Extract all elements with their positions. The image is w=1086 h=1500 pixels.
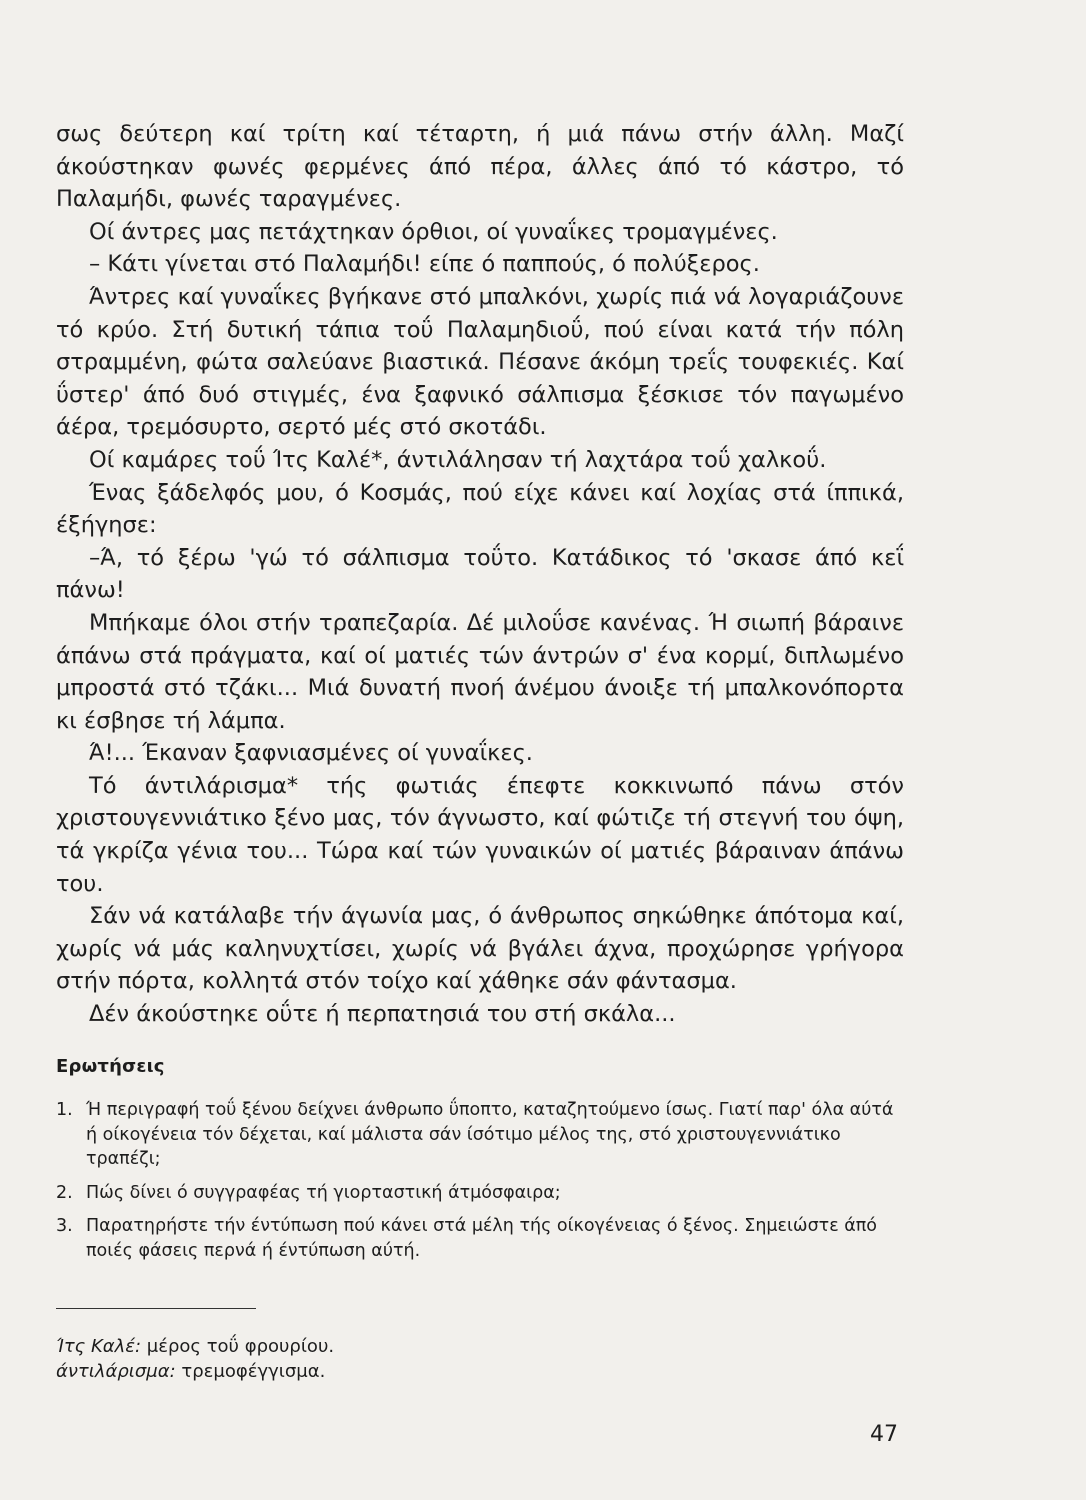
paragraph: Οί καμάρες τοΰ Ίτς Καλέ*, άντιλάλησαν τή λαχτάρα τοΰ χαλκοΰ.	[89, 446, 827, 473]
question-item	[56, 1181, 906, 1206]
paragraph: Ένας ξάδελφός μου, ό Κοσμάς, πού είχε κάνει καί λοχίας στά ίππικά, έξήγησε:	[56, 479, 904, 539]
questions-list	[56, 1098, 906, 1272]
paragraph: Δέν άκούστηκε οΰτε ή περπατησιά του στή σκάλα...	[89, 1001, 676, 1028]
paragraph: – Κάτι γίνεται στό Παλαμήδι! είπε ό παππούς, ό πολύξερος.	[89, 251, 760, 278]
question-item	[56, 1214, 906, 1263]
paragraph: Ά!... Έκαναν ξαφνιασμένες οί γυναΐκες.	[89, 740, 533, 767]
question-item	[56, 1098, 906, 1172]
footnote-divider	[56, 1308, 256, 1309]
question-text: Ή περιγραφή τοΰ ξένου δείχνει άνθρωπο ΰποπτο, καταζητούμενο ίσως. Γιατί παρ' όλα αύτά ή οίκογένεια τόν δέχεται, καί μάλιστα σάν ίσότιμο μέλος της, στό χριστουγεννιάτικο τραπέζι;	[86, 1100, 894, 1169]
footnote	[56, 1359, 334, 1384]
question-text: Παρατηρήστε τήν έντύπωση πού κάνει στά μέλη τής οίκογένειας ό ξένος. Σημειώστε άπό ποιές φάσεις περνά ή έντύπωση αύτή.	[86, 1216, 878, 1261]
footnote-term: Ίτς Καλέ:	[56, 1336, 142, 1357]
footnotes	[56, 1334, 334, 1384]
paragraph: Μπήκαμε όλοι στήν τραπεζαρία. Δέ μιλοΰσε κανένας. Ή σιωπή βάραινε άπάνω στά πράγματα, καί οί ματιές τών άντρών σ' ένα κορμί, διπλωμένο μπροστά στό τζάκι... Μιά δυνατή πνοή άνέμου άνοιξε τή μπαλκονόπορτα κι έσβησε τή λάμπα.	[56, 609, 904, 734]
footnote-definition: τρεμοφέγγισμα.	[181, 1361, 326, 1382]
paragraph: –Ά, τό ξέρω 'γώ τό σάλπισμα τοΰτο. Κατάδικος τό 'σκασε άπό κεΐ πάνω!	[56, 544, 904, 604]
questions-heading: Ερωτήσεις	[56, 1056, 165, 1077]
paragraph: Οί άντρες μας πετάχτηκαν όρθιοι, οί γυναΐκες τρομαγμένες.	[89, 218, 778, 245]
paragraph: Άντρες καί γυναΐκες βγήκανε στό μπαλκόνι, χωρίς πιά νά λογαριάζουνε τό κρύο. Στή δυτική τάπια τοΰ Παλαμηδιοΰ, πού είναι κατά τήν πόλη στραμμένη, φώτα σαλεύανε βιαστικά. Πέσανε άκόμη τρεΐς τουφεκιές. Καί ΰστερ' άπό δυό στιγμές, ένα ξαφνικό σάλπισμα ξέσκισε τόν παγωμένο άέρα, τρεμόσυρτο, σερτό μές στό σκοτάδι.	[56, 283, 904, 441]
paragraph: Σάν νά κατάλαβε τήν άγωνία μας, ό άνθρωπος σηκώθηκε άπότομα καί, χωρίς νά μάς καληνυχτίσει, χωρίς νά βγάλει άχνα, προχώρησε γρήγορα στήν πόρτα, κολλητά στόν τοίχο καί χάθηκε σάν φάντασμα.	[56, 903, 904, 995]
paragraph: Τό άντιλάρισμα* τής φωτιάς έπεφτε κοκκινωπό πάνω στόν χριστουγεννιάτικο ξένο μας, τόν άγνωστο, καί φώτιζε τή στεγνή του όψη, τά γκρίζα γένια του... Τώρα καί τών γυναικών οί ματιές βάραιναν άπάνω του.	[56, 772, 904, 897]
page-number: 47	[870, 1422, 898, 1447]
question-text: Πώς δίνει ό συγγραφέας τή γιορταστική άτμόσφαιρα;	[86, 1182, 561, 1203]
footnote	[56, 1334, 334, 1359]
footnote-term: άντιλάρισμα:	[56, 1361, 176, 1382]
question-number: 1.	[56, 1100, 73, 1120]
story-text	[56, 118, 904, 1031]
question-number: 2.	[56, 1182, 73, 1203]
question-number: 3.	[56, 1216, 73, 1236]
footnote-definition: μέρος τοΰ φρουρίου.	[146, 1336, 335, 1357]
paragraph: σως δεύτερη καί τρίτη καί τέταρτη, ή μιά πάνω στήν άλλη. Μαζί άκούστηκαν φωνές φερμένες άπό πέρα, άλλες άπό τό κάστρο, τό Παλαμήδι, φωνές ταραγμένες.	[56, 121, 904, 213]
